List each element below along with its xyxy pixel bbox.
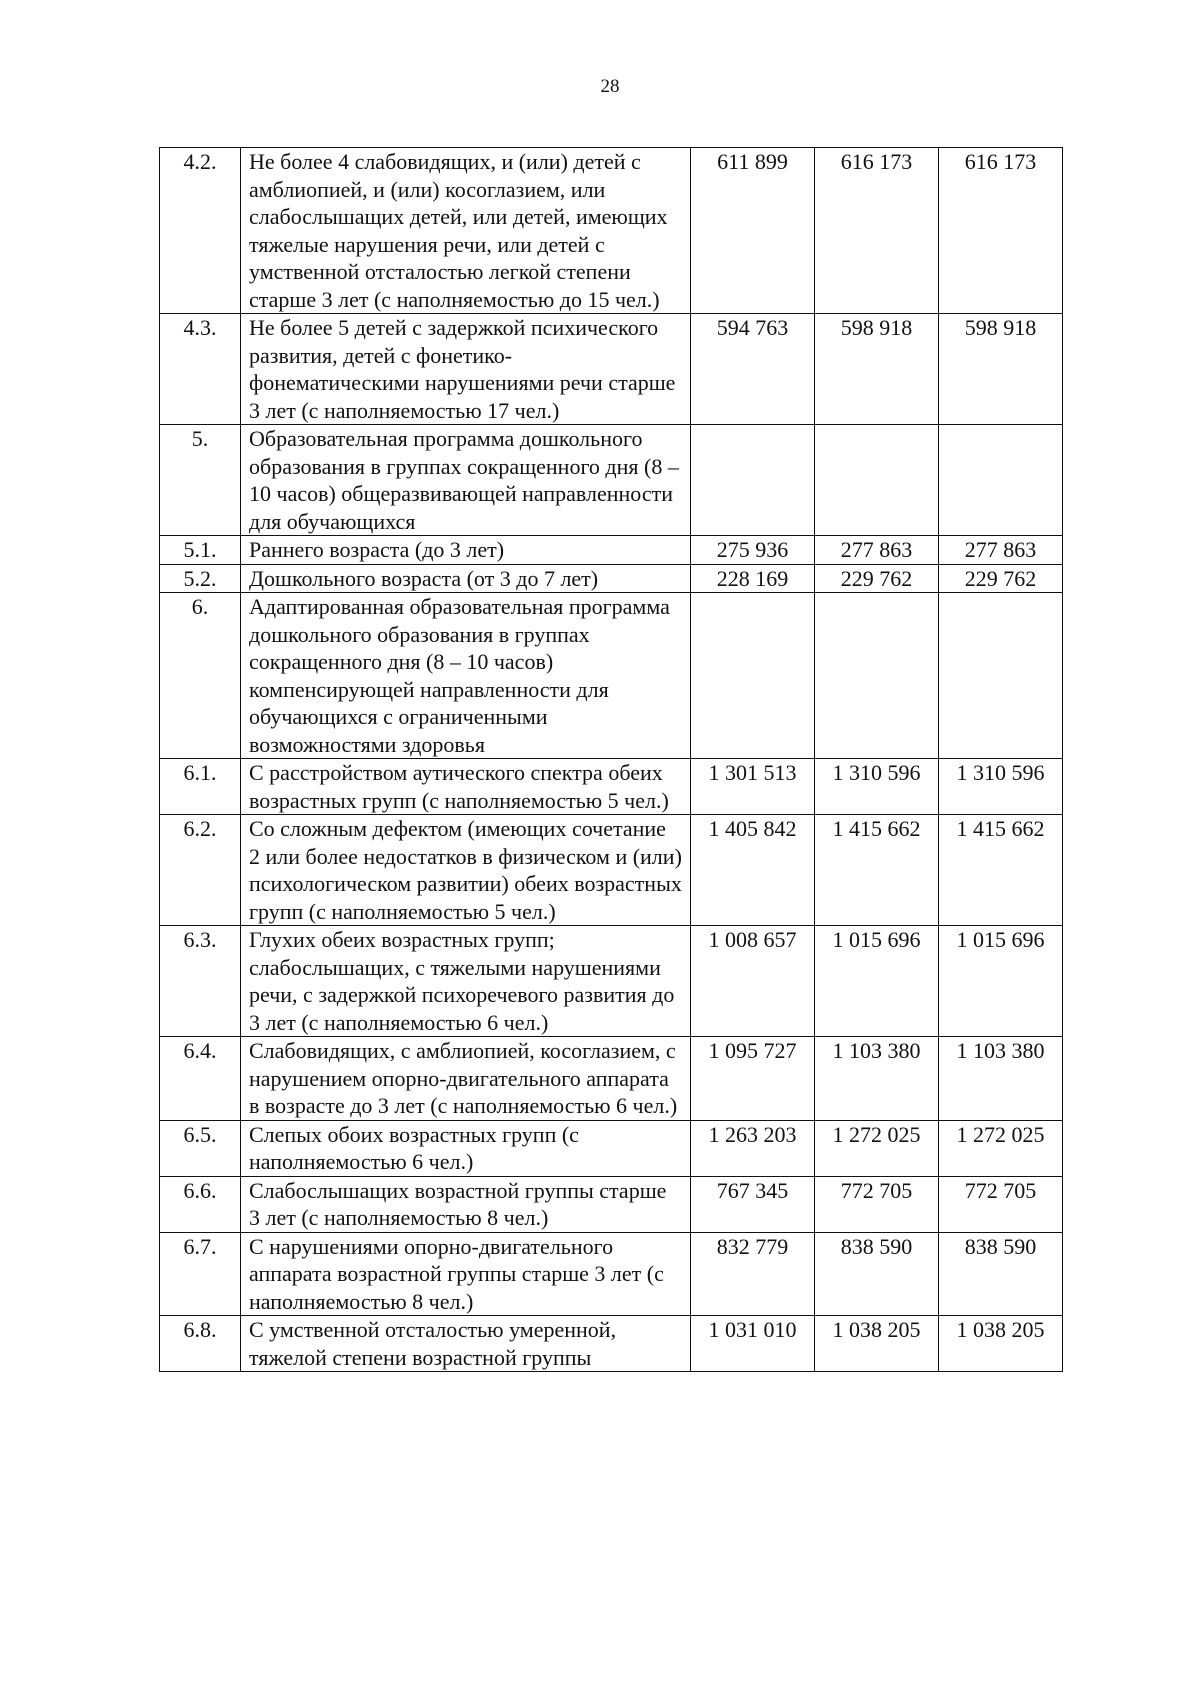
row-number: 6.5. — [160, 1120, 241, 1176]
value-col-2: 616 173 — [815, 148, 939, 314]
value-col-1: 228 169 — [691, 564, 815, 593]
row-description: Раннего возраста (до 3 лет) — [241, 536, 691, 565]
value-col-1: 611 899 — [691, 148, 815, 314]
row-number: 6.4. — [160, 1037, 241, 1121]
value-col-3: 598 918 — [939, 314, 1063, 425]
value-col-3: 772 705 — [939, 1176, 1063, 1232]
value-col-1: 1 031 010 — [691, 1316, 815, 1372]
row-description: Образовательная программа дошкольного образования в группах сокращенного дня (8 – 10 часов) общеразвивающей направленности для обучающихся — [241, 425, 691, 536]
value-col-3: 838 590 — [939, 1232, 1063, 1316]
row-number: 4.3. — [160, 314, 241, 425]
value-col-3: 1 415 662 — [939, 815, 1063, 926]
value-col-3 — [939, 425, 1063, 536]
value-col-3: 1 272 025 — [939, 1120, 1063, 1176]
table-row — [160, 314, 1063, 425]
value-col-3: 1 103 380 — [939, 1037, 1063, 1121]
value-col-3: 277 863 — [939, 536, 1063, 565]
row-description: Адаптированная образовательная программа дошкольного образования в группах сокращенного дня (8 – 10 часов) компенсирующей направленности для обучающихся с ограниченными возможностями здоровья — [241, 593, 691, 759]
value-col-3: 1 015 696 — [939, 926, 1063, 1037]
value-col-1: 1 008 657 — [691, 926, 815, 1037]
value-col-2: 229 762 — [815, 564, 939, 593]
value-col-2: 1 310 596 — [815, 759, 939, 815]
value-col-2 — [815, 425, 939, 536]
table-row — [160, 759, 1063, 815]
tariff-table — [159, 147, 1063, 1372]
value-col-2: 1 038 205 — [815, 1316, 939, 1372]
value-col-2: 772 705 — [815, 1176, 939, 1232]
value-col-1 — [691, 425, 815, 536]
table-row — [160, 1316, 1063, 1372]
value-col-1: 832 779 — [691, 1232, 815, 1316]
row-number: 6.1. — [160, 759, 241, 815]
value-col-2: 1 015 696 — [815, 926, 939, 1037]
row-description: Не более 4 слабовидящих, и (или) детей с амблиопией, и (или) косоглазием, или слабослышащих детей, или детей, имеющих тяжелые нарушения речи, или детей с умственной отсталостью легкой степени старше 3 лет (с наполняемостью до 15 чел.) — [241, 148, 691, 314]
table-row — [160, 425, 1063, 536]
value-col-1: 1 301 513 — [691, 759, 815, 815]
value-col-2: 277 863 — [815, 536, 939, 565]
row-description: Глухих обеих возрастных групп; слабослышащих, с тяжелыми нарушениями речи, с задержкой психоречевого развития до 3 лет (с наполняемостью 6 чел.) — [241, 926, 691, 1037]
value-col-3: 616 173 — [939, 148, 1063, 314]
value-col-1: 594 763 — [691, 314, 815, 425]
row-number: 5.1. — [160, 536, 241, 565]
value-col-1: 1 263 203 — [691, 1120, 815, 1176]
value-col-1: 1 405 842 — [691, 815, 815, 926]
row-description: Слабовидящих, с амблиопией, косоглазием, с нарушением опорно-двигательного аппарата в возрасте до 3 лет (с наполняемостью 6 чел.) — [241, 1037, 691, 1121]
row-description: С нарушениями опорно-двигательного аппарата возрастной группы старше 3 лет (с наполняемостью 8 чел.) — [241, 1232, 691, 1316]
row-description: Слепых обоих возрастных групп (с наполняемостью 6 чел.) — [241, 1120, 691, 1176]
row-description: С расстройством аутического спектра обеих возрастных групп (с наполняемостью 5 чел.) — [241, 759, 691, 815]
value-col-2: 1 103 380 — [815, 1037, 939, 1121]
row-number: 6.8. — [160, 1316, 241, 1372]
value-col-3: 1 310 596 — [939, 759, 1063, 815]
row-description: Со сложным дефектом (имеющих сочетание 2 или более недостатков в физическом и (или) психологическом развитии) обеих возрастных групп (с наполняемостью 5 чел.) — [241, 815, 691, 926]
row-number: 6.6. — [160, 1176, 241, 1232]
value-col-2: 598 918 — [815, 314, 939, 425]
value-col-2: 1 415 662 — [815, 815, 939, 926]
value-col-1: 767 345 — [691, 1176, 815, 1232]
value-col-2: 1 272 025 — [815, 1120, 939, 1176]
row-number: 6. — [160, 593, 241, 759]
value-col-3: 229 762 — [939, 564, 1063, 593]
row-number: 5.2. — [160, 564, 241, 593]
table-row — [160, 1037, 1063, 1121]
table-row — [160, 593, 1063, 759]
value-col-1: 275 936 — [691, 536, 815, 565]
value-col-2 — [815, 593, 939, 759]
row-number: 6.2. — [160, 815, 241, 926]
row-description: С умственной отсталостью умеренной, тяжелой степени возрастной группы — [241, 1316, 691, 1372]
value-col-1: 1 095 727 — [691, 1037, 815, 1121]
row-number: 6.3. — [160, 926, 241, 1037]
row-description: Дошкольного возраста (от 3 до 7 лет) — [241, 564, 691, 593]
row-number: 5. — [160, 425, 241, 536]
row-description: Слабослышащих возрастной группы старше 3 лет (с наполняемостью 8 чел.) — [241, 1176, 691, 1232]
table-row — [160, 1176, 1063, 1232]
table-row — [160, 1232, 1063, 1316]
table-row — [160, 536, 1063, 565]
value-col-3 — [939, 593, 1063, 759]
page-number: 28 — [600, 76, 620, 97]
table-row — [160, 564, 1063, 593]
table-row — [160, 815, 1063, 926]
value-col-3: 1 038 205 — [939, 1316, 1063, 1372]
value-col-1 — [691, 593, 815, 759]
row-number: 4.2. — [160, 148, 241, 314]
row-description: Не более 5 детей с задержкой психического развития, детей с фонетико-фонематическими нарушениями речи старше 3 лет (с наполняемостью 17 чел.) — [241, 314, 691, 425]
value-col-2: 838 590 — [815, 1232, 939, 1316]
table-row — [160, 148, 1063, 314]
table-row — [160, 1120, 1063, 1176]
table-row — [160, 926, 1063, 1037]
row-number: 6.7. — [160, 1232, 241, 1316]
